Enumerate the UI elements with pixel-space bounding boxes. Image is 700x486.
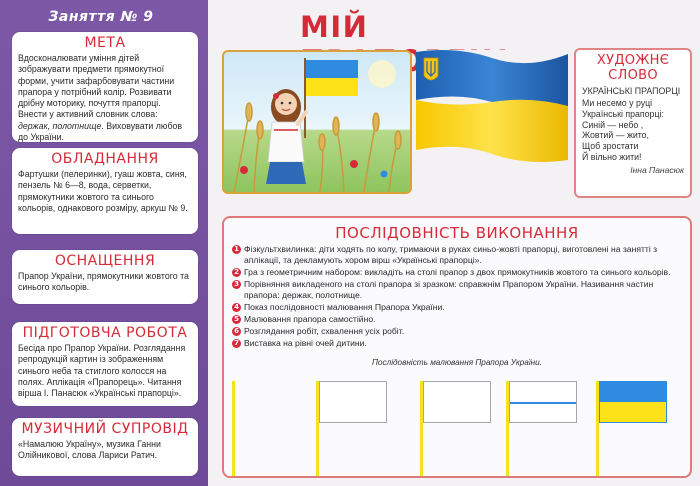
poem-title: УКРАЇНСЬКІ ПРАПОРЦІ <box>582 86 681 96</box>
ukraine-flag-drawing <box>416 50 568 168</box>
girl-with-flag-drawing <box>224 52 410 192</box>
page-title: МІЙ <box>300 10 369 44</box>
step-item: 5 Малювання прапора самостійно. <box>232 314 682 325</box>
sequence-heading: ПОСЛІДОВНІСТЬ ВИКОНАННЯ <box>335 224 579 242</box>
materials-text: Прапор України, прямокутники жовтого та синього кольорів. <box>18 271 189 293</box>
poem-heading: ХУДОЖНЄ СЛОВО <box>596 53 670 83</box>
stage-1-pole <box>232 381 304 476</box>
preparation-card <box>12 322 198 406</box>
music-heading: МУЗИЧНИЙ СУПРОВІД <box>21 421 189 437</box>
step-item: 4 Показ послідовності малювання Прапора України. <box>232 302 682 313</box>
steps-list <box>224 242 690 349</box>
sequence-box <box>222 216 692 478</box>
music-card <box>12 418 198 476</box>
materials-card <box>12 250 198 304</box>
poem-card <box>574 48 692 198</box>
music-text: «Намалюю Україну», музика Ганни Олійникової, слова Лариси Ратич. <box>18 439 161 461</box>
materials-heading: ОСНАЩЕННЯ <box>54 253 156 269</box>
girl-with-flag-illustration <box>222 50 412 194</box>
step-item: 2 Гра з геометричним набором: викладіть на столі прапор з двох прямокутників жовтого та синього кольорів. <box>232 267 682 278</box>
poem-author: Інна Панасюк <box>630 164 684 175</box>
equipment-heading: ОБЛАДНАННЯ <box>51 151 159 167</box>
poem-lines: Ми несемо у руці Українські прапорці: Синій — небо , Жовтий — жито, Щоб зростати Й вільно жити! <box>582 98 664 162</box>
preparation-heading: ПІДГОТОВЧА РОБОТА <box>22 325 188 341</box>
step-item: 6 Розглядання робіт, схвалення усіх робіт. <box>232 326 682 337</box>
step-item: 3 Порівняння викладеного на столі прапора зі зразком: справжнім Прапором України. Називання частин прапора: держак, полотнище. <box>232 279 682 301</box>
ukraine-flag-photo <box>416 50 568 168</box>
stage-5-colored-flag <box>596 381 668 476</box>
goal-heading: МЕТА <box>84 35 126 51</box>
preparation-text: Бесіда про Прапор України. Розглядання репродукцій картин із зображенням синього неба та стиглого колосся на полях. Аплікація «Прапорець». Читання вірша І. Панасюк «Українські прапорці». <box>18 343 186 399</box>
goal-card <box>12 32 198 142</box>
step-item: 1 Фізкультхвилинка: діти ходять по колу, тримаючи в руках синьо-жовті прапорці, виготовлені на занятті з аплікації, та декламують хором вірш «Українські прапорці». <box>232 244 682 266</box>
equipment-text: Фартушки (пелеринки), гуаш жовта, синя, пензель № 6—8, вода, серветки, прямокутники жовтого та синього кольорів, однакового розміру, аркуш № 9. <box>18 169 188 213</box>
equipment-card <box>12 148 198 234</box>
stage-4-divider <box>506 381 578 476</box>
stage-3-outline <box>420 381 492 476</box>
lesson-number: Заняття № 9 <box>48 9 154 25</box>
goal-text: Вдосконалювати уміння дітей зображувати предмети прямокутної форми, учити зафарбовувати частини прапора у потрібний колір. Розвивати дрібну моторику, почуття прапорці. Внести у активний словник слова: держак, полотнище. Виховувати любов до України. <box>18 53 183 143</box>
stage-2-outline <box>316 381 388 476</box>
drawing-sequence-caption: Послідовність малювання Прапора України. <box>372 358 542 367</box>
step-item: 7 Виставка на рівні очей дитини. <box>232 338 682 349</box>
